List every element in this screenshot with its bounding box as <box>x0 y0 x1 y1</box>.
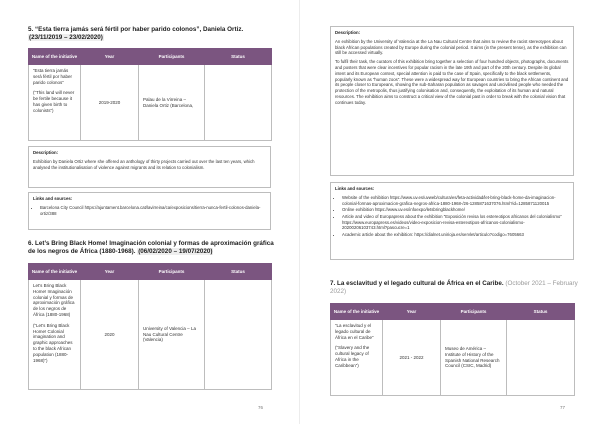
col-header-name: Name of the initiative <box>29 264 81 280</box>
col-header-participants: Participants <box>139 264 205 280</box>
page-number: 77 <box>560 405 566 410</box>
description-paragraph-1: An exhibition by the University of Valencia at the La Nau Cultural Centre that aims to review the racist stereotypes about black African populations created by Europe during the colonial period. It aims (in the present tense), as the exhibition can still be accessed virtually. <box>335 38 567 56</box>
col-header-name: Name of the initiative <box>331 304 383 320</box>
section-6-links-box <box>330 182 574 260</box>
initiative-name-translation: (“Let’s Bring Black Home! Colonial imagination and graphic approaches to the black African population (1880-1968)”) <box>33 322 73 363</box>
col-header-status: Status <box>205 49 272 65</box>
col-header-year: Year <box>81 49 139 65</box>
initiative-status <box>205 65 272 141</box>
section-6-number: 6. <box>28 240 34 247</box>
section-7-table <box>330 303 575 396</box>
link-item[interactable]: • Article and video of Europapress about the exhibition “Exposición revisa los estereotipos africanos del colonialismo” https://www.europapress.es/videos/video-exposicion-revisa-estereotipos-africanos-colonialismo-20200206103743.html?pascucre=1 <box>342 214 569 231</box>
initiative-name-original: “La esclavitud y el legado cultural de África en el Caribe” <box>335 323 374 340</box>
col-header-year: Year <box>383 304 441 320</box>
initiative-name-translation: (“Slavery and the cultural legacy of Africa in the Caribbean”) <box>335 345 370 368</box>
section-5-title <box>28 26 268 43</box>
section-6-table <box>28 263 272 390</box>
description-paragraph-2: To fulfil their task, the curators of this exhibition bring together a selection of four hundred objects, photographs, documents and posters that were clear incentives for popular racism in the late 19th and part of the 20th century. Despite its global intent and its European context, special attention is paid to the case of Spain, specifically to the black settlements, popularly known as “human zoos”. These were a widespread way for European countries to bring the African continent and its people closer to Europeans, showing the sub-Saharan population as savages and uncivilised people who needed the protection of the metropolis, thus justifying colonisation and, consequently, the exploitation of its human and natural resources. The exhibition aims to construct a critical view of the colonial past in order to break with the colonial vision that continues today. <box>335 59 569 105</box>
initiative-participants: University of Valencia – La Nau Cultural Centre (Valencia) <box>139 280 205 390</box>
link-item[interactable]: • Academic article about the exhibition: https://dialnet.unirioja.es/servlet/articulo?codigo=7605663 <box>342 232 569 238</box>
col-header-year: Year <box>81 264 139 280</box>
link-item[interactable]: • Online exhibition https://www.uv.es/infoexpo/letsbringblackhome/ <box>342 207 569 213</box>
initiative-status <box>205 280 272 390</box>
section-5-description-box <box>28 146 271 188</box>
description-label: Description: <box>33 150 59 155</box>
section-7-number: 7. <box>330 280 336 287</box>
initiative-name-original: Let’s Bring Black Home! Imaginación colonial y formas de aproximación gráfica de los negros de África (1880-1968) <box>33 283 75 317</box>
initiative-name-cell <box>29 280 81 390</box>
section-6-description-box <box>330 26 574 176</box>
section-5-links-box <box>28 192 271 230</box>
col-header-status: Status <box>205 264 272 280</box>
initiative-name-translation: (“This land will never be fertile because it has given birth to colonists”) <box>33 90 75 113</box>
page-number: 76 <box>258 405 264 410</box>
section-5-number: 5. <box>28 26 34 33</box>
links-label: Links and sources: <box>335 186 375 191</box>
section-5-table <box>28 48 272 141</box>
initiative-participants: Palau de la Virreina – Daniela Ortiz (Barcelona, <box>139 65 205 141</box>
description-label: Description: <box>335 30 361 35</box>
right-page <box>300 0 600 424</box>
section-5-heading: “Esta tierra jamás será fértil por haber parido colonos”, Daniela Ortiz. <box>35 26 244 33</box>
link-item[interactable]: • Website of the exhibition https://www.uv.es/uvweb/cultura/es/feta-actividad/let-bring-black-home-da-imaginacion-colonial-formas-aproximacion-grafica-negros-africa-1880-1968-/26-1285871637076.html?id=1285871120015 <box>342 195 569 207</box>
description-text: Exhibition by Daniela Ortiz where she offered an anthology of thirty projects carried out over the last ten years, which analysed the institutionalisation of violence against migrants and its relation to colonialism. <box>33 158 255 170</box>
col-header-status: Status <box>507 304 575 320</box>
section-6-heading: Let’s Bring Black Home! Imaginación colonial y formas de aproximación gráfica de los negros de África (1880-1968). <box>28 240 274 256</box>
initiative-year: 2020 <box>81 280 139 390</box>
section-6-dates: (06/02/2020 – 19/07/2020) <box>138 248 213 256</box>
initiative-status <box>507 320 575 396</box>
initiative-name-original: “Esta tierra jamás será fértil por haber parido colonos” <box>33 68 73 85</box>
col-header-participants: Participants <box>139 49 205 65</box>
col-header-name: Name of the initiative <box>29 49 81 65</box>
col-header-participants: Participants <box>441 304 507 320</box>
initiative-year: 2019-2020 <box>81 65 139 141</box>
section-7-title <box>330 280 580 297</box>
section-5-dates: (23/11/2019 – 23/02/2020) <box>29 34 103 42</box>
initiative-year: 2021 - 2022 <box>383 320 441 396</box>
initiative-participants: Museo de América – Institute of History of the Spanish National Research Council (CSIC, Madrid) <box>441 320 507 396</box>
initiative-name-cell <box>29 65 81 141</box>
section-7-dates: (October 2021 – February 2022) <box>330 280 578 296</box>
links-label: Links and sources: <box>33 196 73 201</box>
link-item[interactable]: • Barcelona City Council https://ajuntament.barcelona.cat/lavirreina/ca/exposicions/tierra-nunca-fertil-colonos-daniela-ortiz/388 <box>40 205 266 217</box>
section-6-title <box>28 240 278 257</box>
section-7-heading: La esclavitud y el legado cultural de África en el Caribe. <box>337 280 504 287</box>
initiative-name-cell <box>331 320 383 396</box>
